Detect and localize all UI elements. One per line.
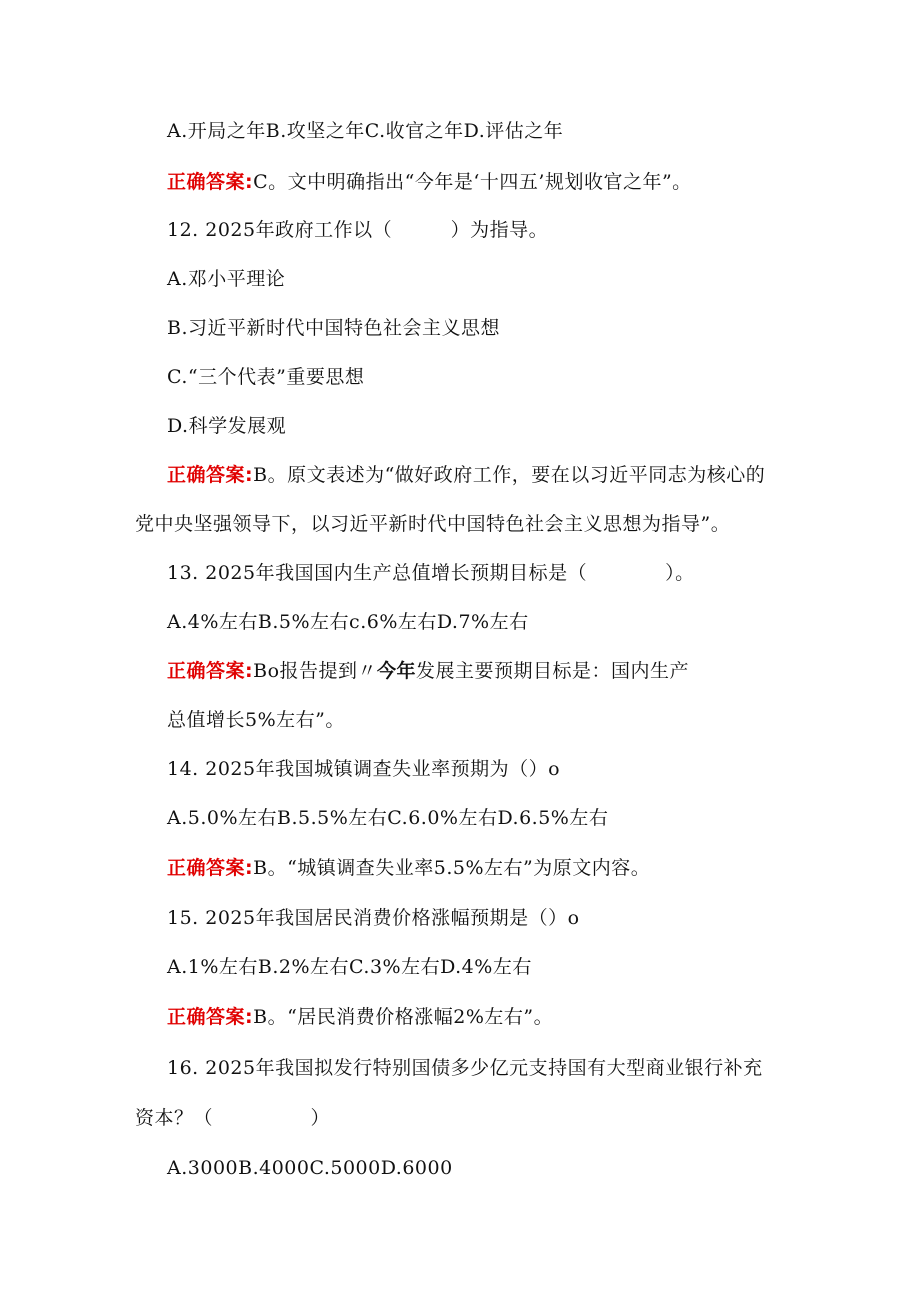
answer-label: 正确答案: <box>167 171 254 193</box>
q14-answer <box>167 856 650 880</box>
q13-answer <box>167 659 689 683</box>
q12-option-c: C.“三个代表”重要思想 <box>167 366 365 388</box>
answer-text: C。文中明确指出“今年是‘十四五’规划收官之年”。 <box>253 171 692 193</box>
answer-text: B。原文表述为“做好政府工作，要在以习近平同志为核心的 <box>253 464 766 486</box>
answer-label: 正确答案: <box>167 660 254 682</box>
answer-text: B。“居民消费价格涨幅2%左右”。 <box>253 1006 554 1028</box>
q12-option-d: D.科学发展观 <box>167 415 287 437</box>
answer-text: B。“城镇调查失业率5.5%左右”为原文内容。 <box>253 857 651 879</box>
q11-answer <box>167 170 692 194</box>
q12-option-a: A.邓小平理论 <box>167 268 286 290</box>
q12-option-b: B.习近平新时代中国特色社会主义思想 <box>167 317 501 339</box>
q15-answer <box>167 1005 553 1029</box>
q12-answer-continued: 党中央坚强领导下，以习近平新时代中国特色社会主义思想为指导”。 <box>135 513 731 535</box>
q16-options: A.3000B.4000C.5000D.6000 <box>167 1157 453 1179</box>
q11-options: A.开局之年B.攻坚之年C.收官之年D.评估之年 <box>167 120 564 142</box>
q16-stem-continued: 资本？（ ） <box>135 1107 331 1129</box>
q16-stem: 16. 2025年我国拟发行特别国债多少亿元支持国有大型商业银行补充 <box>167 1057 763 1079</box>
answer-label: 正确答案: <box>167 464 254 486</box>
q14-options: A.5.0%左右B.5.5%左右C.6.0%左右D.6.5%左右 <box>167 807 609 829</box>
answer-text: Bo报告提到〃 <box>253 660 378 682</box>
answer-label: 正确答案: <box>167 857 254 879</box>
q13-answer-continued: 总值增长5%左右”。 <box>167 709 345 731</box>
answer-bold-text: 今年 <box>377 660 417 682</box>
q12-stem: 12. 2025年政府工作以（ ）为指导。 <box>167 219 549 241</box>
q15-options: A.1%左右B.2%左右C.3%左右D.4%左右 <box>167 956 532 978</box>
q15-stem: 15. 2025年我国居民消费价格涨幅预期是（）o <box>167 907 580 929</box>
q13-stem: 13. 2025年我国国内生产总值增长预期目标是（ ）。 <box>167 562 695 584</box>
q12-answer <box>167 463 765 487</box>
answer-text-tail: 发展主要预期目标是：国内生产 <box>416 660 690 682</box>
q13-options: A.4%左右B.5%左右c.6%左右D.7%左右 <box>167 611 529 633</box>
answer-label: 正确答案: <box>167 1006 254 1028</box>
q14-stem: 14. 2025年我国城镇调查失业率预期为（）o <box>167 758 561 780</box>
